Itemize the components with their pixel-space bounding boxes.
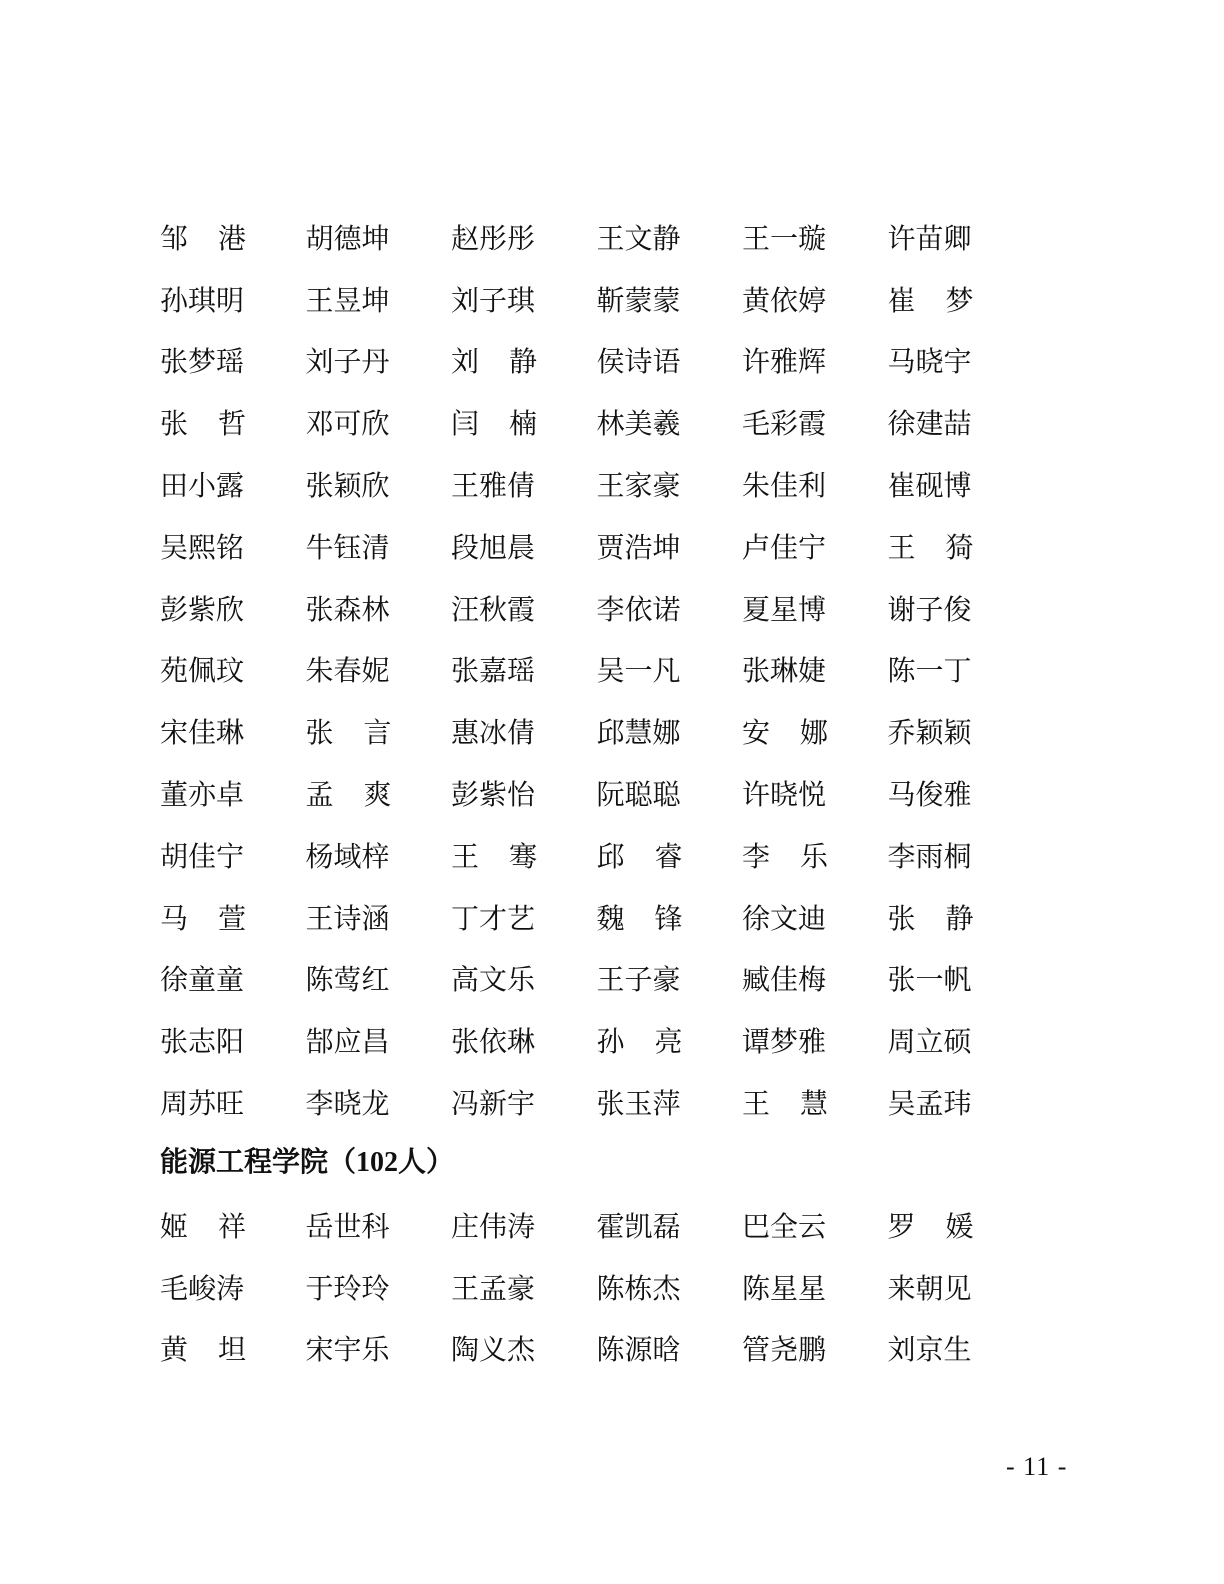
name-text: 刘子琪 [451, 283, 536, 317]
name-text: 王昱坤 [305, 283, 390, 317]
name-entry [305, 839, 452, 873]
name-entry [451, 656, 597, 686]
name-text: 崔砚博 [887, 469, 972, 503]
heading-count: 102 [356, 1147, 399, 1178]
name-text: 王孟豪 [451, 1271, 536, 1305]
name-text: 魏 锋 [596, 901, 683, 935]
name-text: 张颖欣 [305, 469, 390, 503]
name-entry [888, 471, 1034, 501]
name-text: 李雨桐 [887, 839, 972, 873]
name-text: 谭梦雅 [742, 1025, 827, 1059]
name-text: 王家豪 [596, 469, 681, 503]
name-entry [160, 1027, 306, 1057]
name-entry [742, 592, 888, 626]
name-text: 林美羲 [596, 407, 681, 441]
name-entry [451, 221, 597, 255]
name-text: 张一帆 [887, 963, 972, 997]
name-text: 彭紫欣 [160, 592, 245, 626]
name-text: 来朝见 [887, 1271, 972, 1305]
name-entry [596, 530, 743, 564]
name-text: 许苗卿 [887, 221, 972, 255]
name-entry [597, 347, 743, 377]
name-text: 毛峻涛 [160, 1271, 245, 1305]
name-entry [451, 1027, 597, 1057]
name-entry [306, 1027, 452, 1057]
name-entry [451, 1089, 597, 1119]
name-text: 庄伟涛 [451, 1209, 536, 1243]
name-text: 董亦卓 [160, 778, 245, 812]
name-entry [597, 1027, 743, 1057]
name-entry [887, 901, 1034, 935]
name-text: 郜应昌 [305, 1025, 390, 1059]
name-entry [887, 1209, 1034, 1243]
name-entry [887, 530, 1034, 564]
name-entry [596, 221, 743, 255]
name-text: 安 娜 [742, 716, 828, 750]
name-entry [451, 901, 597, 935]
name-text: 宋宇乐 [305, 1333, 390, 1367]
name-text: 张梦瑶 [160, 345, 245, 379]
name-entry [306, 409, 452, 439]
name-entry [742, 656, 888, 686]
name-entry [160, 283, 306, 317]
name-entry [306, 347, 452, 377]
name-text: 牛钰清 [305, 530, 390, 564]
name-entry [597, 965, 743, 995]
name-text: 杨域梓 [305, 839, 390, 873]
name-entry [160, 780, 306, 810]
name-text: 邱 睿 [596, 839, 683, 873]
name-text: 王 骞 [451, 839, 537, 873]
name-entry [596, 592, 743, 626]
name-text: 臧佳梅 [742, 963, 827, 997]
name-entry [888, 1027, 1034, 1057]
name-entry [451, 839, 597, 873]
name-grid [160, 1196, 1060, 1381]
name-entry [305, 1271, 452, 1305]
name-text: 王诗涵 [305, 901, 390, 935]
name-text: 王子豪 [596, 963, 681, 997]
name-entry [160, 1209, 306, 1243]
name-text: 李晓龙 [305, 1087, 390, 1121]
name-text: 陈莺红 [305, 963, 390, 997]
name-text: 周立硕 [887, 1025, 972, 1059]
name-text: 李依诺 [596, 592, 681, 626]
name-text: 靳蒙蒙 [596, 283, 681, 317]
name-entry [451, 718, 597, 748]
name-text: 陈一丁 [887, 654, 972, 688]
name-entry [160, 1271, 306, 1305]
page-number: - 11 - [1006, 1452, 1068, 1481]
name-entry [742, 1335, 888, 1365]
name-entry [742, 901, 888, 935]
name-entry [160, 839, 306, 873]
name-text: 孟 爽 [305, 778, 392, 812]
name-text: 许雅辉 [742, 345, 827, 379]
name-entry [597, 780, 743, 810]
name-entry [160, 1335, 306, 1365]
name-entry [888, 656, 1034, 686]
name-entry [742, 409, 888, 439]
name-entry [306, 1335, 452, 1365]
name-entry [742, 1027, 888, 1057]
name-text: 卢佳宁 [742, 530, 827, 564]
name-text: 霍凯磊 [596, 1209, 681, 1243]
name-text: 王 猗 [887, 530, 974, 564]
name-text: 惠冰倩 [451, 716, 536, 750]
name-text: 赵彤彤 [451, 221, 536, 255]
name-text: 张依琳 [451, 1025, 536, 1059]
name-entry [887, 1271, 1034, 1305]
name-entry [160, 471, 306, 501]
name-entry [451, 1335, 597, 1365]
name-entry [888, 718, 1034, 748]
name-text: 乔颖颖 [887, 716, 972, 750]
name-text: 朱佳利 [742, 469, 827, 503]
name-text: 胡佳宁 [160, 839, 245, 873]
name-text: 邹 港 [160, 221, 246, 255]
name-entry [888, 347, 1034, 377]
name-entry [306, 656, 452, 686]
name-text: 王雅倩 [451, 469, 536, 503]
name-text: 朱春妮 [305, 654, 390, 688]
name-entry [742, 283, 888, 317]
name-entry [451, 592, 597, 626]
name-entry [160, 221, 306, 255]
section-heading-energy-engineering [160, 1145, 455, 1178]
name-text: 吴熙铭 [160, 530, 245, 564]
name-entry [305, 592, 452, 626]
name-entry [888, 1335, 1034, 1365]
name-entry [160, 530, 306, 564]
name-text: 王一璇 [742, 221, 827, 255]
name-entry [305, 530, 452, 564]
name-entry [742, 1271, 888, 1305]
name-entry [742, 1209, 888, 1243]
name-entry [451, 780, 597, 810]
name-text: 夏星博 [742, 592, 827, 626]
name-text: 罗 媛 [887, 1209, 974, 1243]
name-entry [306, 965, 452, 995]
name-entry [596, 839, 743, 873]
name-text: 吴孟玮 [887, 1087, 972, 1121]
name-text: 于玲玲 [305, 1271, 390, 1305]
heading-prefix: 能源工程学院（ [160, 1145, 357, 1178]
name-text: 段旭晨 [451, 530, 536, 564]
name-entry [597, 471, 743, 501]
name-entry [596, 1271, 743, 1305]
name-entry [597, 656, 743, 686]
name-entry [160, 409, 306, 439]
name-entry [742, 221, 888, 255]
name-entry [888, 1089, 1034, 1119]
name-text: 张嘉瑶 [451, 654, 536, 688]
name-text: 邱慧娜 [596, 716, 681, 750]
name-text: 陶义杰 [451, 1333, 536, 1367]
name-list-continued [160, 208, 1060, 1135]
name-text: 张 哲 [160, 407, 246, 441]
name-entry [597, 1335, 743, 1365]
name-text: 宋佳琳 [160, 716, 245, 750]
name-entry [887, 592, 1034, 626]
name-text: 张 言 [305, 716, 392, 750]
name-text: 胡德坤 [305, 221, 390, 255]
name-text: 贾浩坤 [596, 530, 681, 564]
name-text: 王文静 [596, 221, 681, 255]
name-text: 徐建喆 [887, 407, 972, 441]
name-entry [306, 780, 452, 810]
name-text: 侯诗语 [596, 345, 681, 379]
name-entry [160, 347, 306, 377]
name-entry [306, 471, 452, 501]
name-entry [887, 839, 1034, 873]
name-text: 孙 亮 [596, 1025, 683, 1059]
name-text: 丁才艺 [451, 901, 536, 935]
name-entry [742, 780, 888, 810]
name-entry [887, 221, 1034, 255]
name-entry [160, 1089, 306, 1119]
name-text: 巴全云 [742, 1209, 827, 1243]
name-text: 汪秋霞 [451, 592, 536, 626]
name-entry [160, 965, 306, 995]
name-text: 王 慧 [742, 1087, 828, 1121]
name-text: 黄 坦 [160, 1333, 246, 1367]
name-entry [451, 1271, 597, 1305]
name-text: 姬 祥 [160, 1209, 246, 1243]
name-entry [596, 283, 743, 317]
name-text: 陈源晗 [596, 1333, 681, 1367]
name-text: 张琳婕 [742, 654, 827, 688]
name-entry [888, 965, 1034, 995]
heading-suffix: 人） [398, 1145, 455, 1178]
name-text: 田小露 [160, 469, 245, 503]
name-text: 毛彩霞 [742, 407, 827, 441]
name-text: 周苏旺 [160, 1087, 245, 1121]
name-entry [742, 718, 888, 748]
name-entry [742, 1089, 888, 1119]
name-text: 苑佩玟 [160, 654, 245, 688]
name-entry [160, 901, 306, 935]
name-text: 徐童童 [160, 963, 245, 997]
name-grid [160, 208, 1060, 1135]
name-text: 闫 楠 [451, 407, 537, 441]
name-text: 邓可欣 [305, 407, 390, 441]
name-entry [596, 1209, 743, 1243]
name-text: 冯新宇 [451, 1087, 536, 1121]
name-text: 黄依婷 [742, 283, 827, 317]
name-text: 刘京生 [887, 1333, 972, 1367]
name-entry [305, 901, 452, 935]
name-text: 高文乐 [451, 963, 536, 997]
name-entry [305, 1209, 452, 1243]
name-entry [451, 471, 597, 501]
name-entry [305, 283, 452, 317]
name-entry [742, 471, 888, 501]
name-entry [306, 1089, 452, 1119]
name-entry [305, 221, 452, 255]
name-entry [306, 718, 452, 748]
name-entry [160, 656, 306, 686]
name-entry [742, 839, 888, 873]
name-text: 张玉萍 [596, 1087, 681, 1121]
name-text: 马俊雅 [887, 778, 972, 812]
name-entry [742, 965, 888, 995]
name-entry [887, 283, 1034, 317]
name-text: 马晓宇 [887, 345, 972, 379]
name-entry [597, 409, 743, 439]
name-text: 刘子丹 [305, 345, 390, 379]
name-entry [742, 530, 888, 564]
name-text: 刘 静 [451, 345, 537, 379]
name-text: 张志阳 [160, 1025, 245, 1059]
name-text: 谢子俊 [887, 592, 972, 626]
name-text: 岳世科 [305, 1209, 390, 1243]
name-text: 管尧鹏 [742, 1333, 827, 1367]
name-text: 吴一凡 [596, 654, 681, 688]
name-text: 李 乐 [742, 839, 828, 873]
name-text: 陈栋杰 [596, 1271, 681, 1305]
name-text: 许晓悦 [742, 778, 827, 812]
name-text: 孙琪明 [160, 283, 245, 317]
name-entry [451, 530, 597, 564]
name-entry [597, 1089, 743, 1119]
name-text: 陈星星 [742, 1271, 827, 1305]
name-entry [451, 965, 597, 995]
name-entry [451, 283, 597, 317]
name-entry [597, 718, 743, 748]
name-entry [888, 780, 1034, 810]
name-entry [160, 718, 306, 748]
name-entry [451, 409, 597, 439]
name-text: 张 静 [887, 901, 974, 935]
name-entry [742, 347, 888, 377]
name-entry [451, 1209, 597, 1243]
name-entry [596, 901, 743, 935]
name-list-energy-engineering [160, 1196, 1060, 1381]
name-text: 崔 梦 [887, 283, 974, 317]
name-text: 徐文迪 [742, 901, 827, 935]
name-entry [160, 592, 306, 626]
name-text: 马 萱 [160, 901, 246, 935]
name-text: 彭紫怡 [451, 778, 536, 812]
name-entry [451, 347, 597, 377]
name-text: 张森林 [305, 592, 390, 626]
name-entry [888, 409, 1034, 439]
name-text: 阮聪聪 [596, 778, 681, 812]
